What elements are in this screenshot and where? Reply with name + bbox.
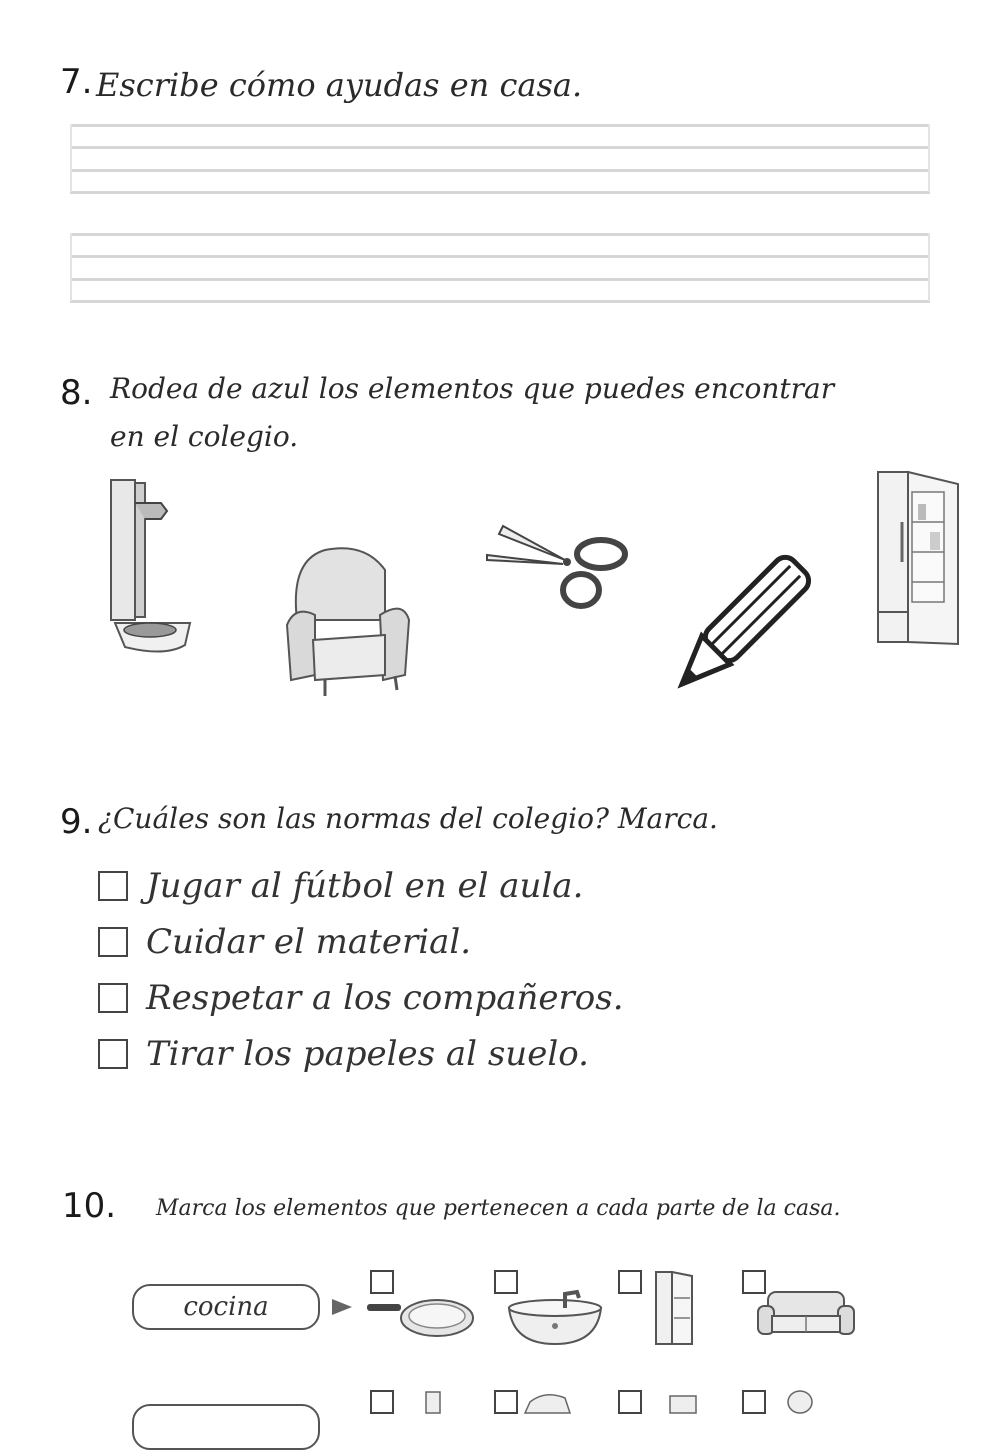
q7-text: Escribe cómo ayudas en casa. bbox=[96, 66, 583, 104]
rule-label-1: Jugar al fútbol en el aula. bbox=[146, 866, 584, 906]
armchair-image[interactable] bbox=[285, 540, 415, 700]
water-fountain-image[interactable] bbox=[105, 475, 195, 660]
rule-checkbox-1[interactable] bbox=[98, 871, 128, 901]
rule-checkbox-4[interactable] bbox=[98, 1039, 128, 1069]
scissors-image[interactable] bbox=[483, 520, 633, 615]
q8-number: 8. bbox=[60, 373, 93, 413]
q8-text-line2: en el colegio. bbox=[110, 420, 299, 453]
arrow-right-icon bbox=[330, 1297, 354, 1317]
item-checkbox-row2-1[interactable] bbox=[370, 1390, 394, 1414]
pencil-image[interactable] bbox=[665, 548, 815, 703]
kitchen-refrigerator-image[interactable] bbox=[652, 1268, 696, 1348]
row2-item-images bbox=[420, 1388, 820, 1413]
q7-number: 7. bbox=[60, 62, 93, 102]
q7-writing-lines-1[interactable] bbox=[70, 124, 930, 192]
rule-label-4: Tirar los papeles al suelo. bbox=[146, 1034, 589, 1074]
room-label-row2 bbox=[132, 1404, 320, 1450]
item-checkbox-frying-pan[interactable] bbox=[370, 1270, 394, 1294]
q10-text: Marca los elementos que pertenecen a cada parte de la casa. bbox=[156, 1196, 841, 1221]
sink-image[interactable] bbox=[505, 1286, 605, 1348]
q10-number: 10. bbox=[62, 1186, 117, 1226]
q9-text: ¿Cuáles son las normas del colegio? Marca. bbox=[98, 802, 718, 835]
frying-pan-image[interactable] bbox=[365, 1296, 475, 1346]
item-checkbox-refrigerator[interactable] bbox=[618, 1270, 642, 1294]
rule-checkbox-3[interactable] bbox=[98, 983, 128, 1013]
rule-label-2: Cuidar el material. bbox=[146, 922, 472, 962]
q9-number: 9. bbox=[60, 802, 93, 842]
sofa-image[interactable] bbox=[756, 1286, 856, 1342]
room-label-cocina: cocina bbox=[132, 1284, 320, 1330]
q8-text-line1: Rodea de azul los elementos que puedes encontrar bbox=[110, 372, 835, 405]
rule-option-4[interactable] bbox=[98, 1034, 589, 1074]
rule-option-2[interactable] bbox=[98, 922, 471, 962]
rule-option-1[interactable] bbox=[98, 866, 583, 906]
q7-writing-lines-2[interactable] bbox=[70, 233, 930, 301]
rule-checkbox-2[interactable] bbox=[98, 927, 128, 957]
refrigerator-image[interactable] bbox=[868, 462, 968, 657]
rule-label-3: Respetar a los compañeros. bbox=[146, 978, 624, 1018]
rule-option-3[interactable] bbox=[98, 978, 624, 1018]
